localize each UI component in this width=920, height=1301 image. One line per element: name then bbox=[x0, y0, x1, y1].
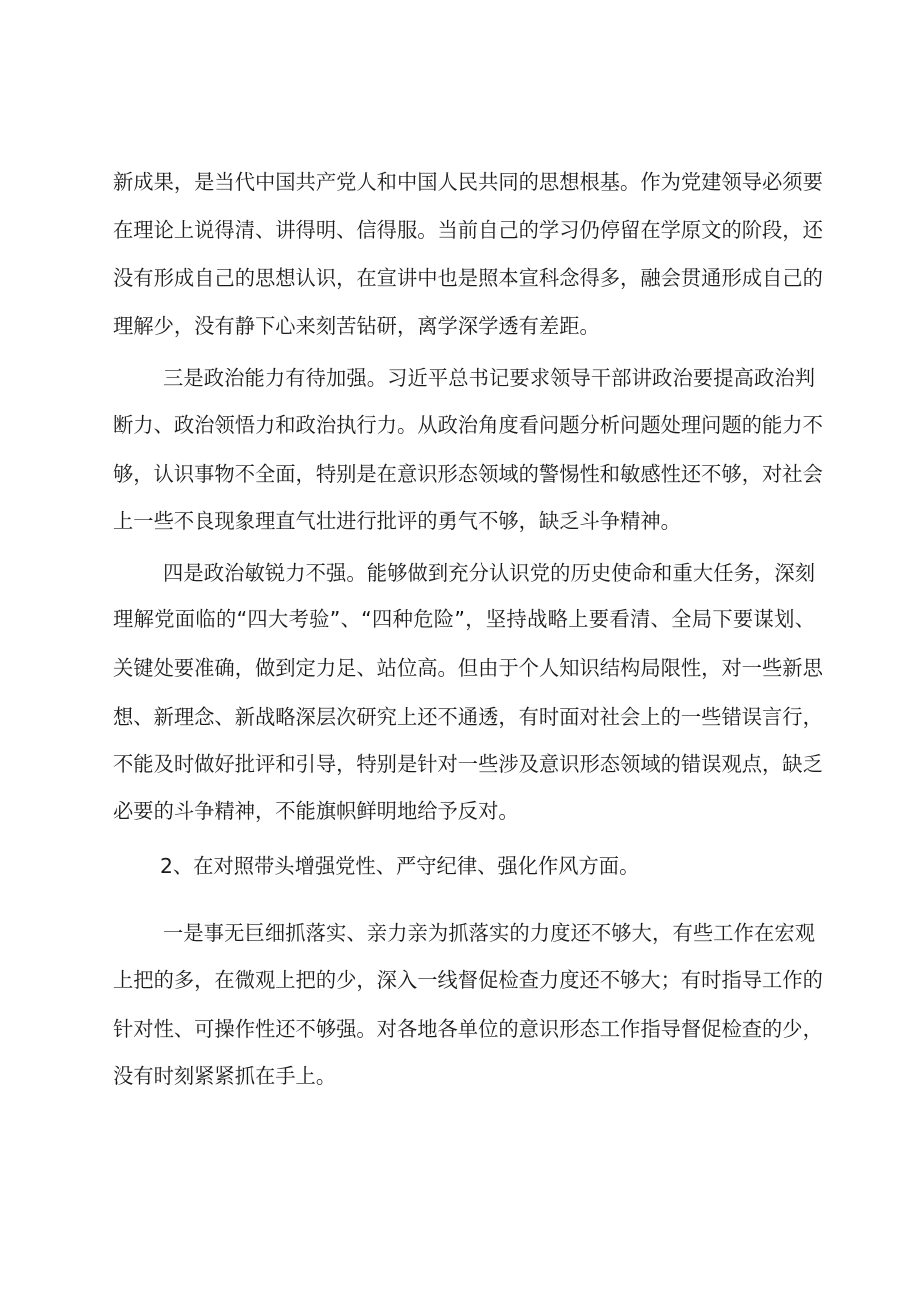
paragraph-line: 理解党面临的“四大考验”、“四种危险”，坚持战略上要看清、全局下要谋划、 bbox=[113, 607, 815, 631]
paragraph-line: 理解少，没有静下心来刻苦钻研，离学深学透有差距。 bbox=[113, 314, 600, 338]
paragraph-line: 必要的斗争精神，不能旗帜鲜明地给予反对。 bbox=[113, 799, 519, 823]
section-heading: 2、在对照带头增强党性、严守纪律、强化作风方面。 bbox=[160, 854, 640, 878]
paragraph-line: 不能及时做好批评和引导，特别是针对一些涉及意识形态领域的错误观点，缺乏 bbox=[113, 752, 823, 776]
paragraph-line: 关键处要准确，做到定力足、站位高。但由于个人知识结构局限性，对一些新思 bbox=[113, 656, 823, 680]
paragraph-line: 新成果，是当代中国共产党人和中国人民共同的思想根基。作为党建领导必须要 bbox=[113, 170, 823, 194]
paragraph-line: 上一些不良现象理直气壮进行批评的勇气不够，缺乏斗争精神。 bbox=[113, 509, 681, 533]
paragraph-line: 针对性、可操作性还不够强。对各地各单位的意识形态工作指导督促检查的少， bbox=[113, 1017, 823, 1041]
paragraph-line: 一是事无巨细抓落实、亲力亲为抓落实的力度还不够大，有些工作在宏观 bbox=[163, 921, 815, 945]
paragraph-line: 断力、政治领悟力和政治执行力。从政治角度看问题分析问题处理问题的能力不 bbox=[113, 413, 823, 437]
paragraph-line: 四是政治敏锐力不强。能够做到充分认识党的历史使命和重大任务，深刻 bbox=[163, 561, 815, 585]
paragraph-line: 在理论上说得清、讲得明、信得服。当前自己的学习仍停留在学原文的阶段，还 bbox=[113, 218, 823, 242]
paragraph-line: 够，认识事物不全面，特别是在意识形态领域的警惕性和敏感性还不够，对社会 bbox=[113, 462, 823, 486]
paragraph-line: 没有形成自己的思想认识，在宣讲中也是照本宣科念得多，融会贯通形成自己的 bbox=[113, 266, 823, 290]
paragraph-line: 上把的多，在微观上把的少，深入一线督促检查力度还不够大；有时指导工作的 bbox=[113, 968, 823, 992]
paragraph-line: 想、新理念、新战略深层次研究上还不通透，有时面对社会上的一些错误言行， bbox=[113, 705, 823, 729]
paragraph-line: 没有时刻紧紧抓在手上。 bbox=[113, 1064, 337, 1088]
paragraph-line: 三是政治能力有待加强。习近平总书记要求领导干部讲政治要提高政治判 bbox=[163, 366, 815, 390]
